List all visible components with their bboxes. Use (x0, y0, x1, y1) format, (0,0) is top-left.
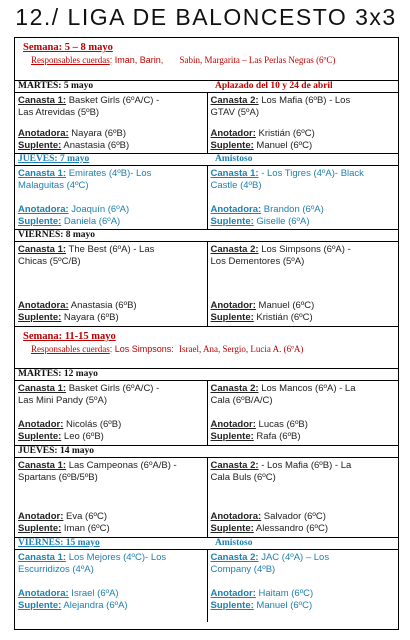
role-label: Suplente: (210, 140, 254, 151)
day-label: VIERNES: 15 mayo (18, 538, 100, 548)
role-label: Suplente: (210, 523, 254, 534)
day-note: Amistoso (215, 538, 253, 548)
game-cell (15, 550, 207, 622)
day-note: Amistoso (215, 154, 253, 164)
role-label: Suplente: (18, 431, 62, 442)
canasta-label: Canasta 2: (210, 460, 259, 471)
person-name: Manuel (6ºC) (255, 300, 315, 311)
role-label: Suplente: (210, 216, 254, 227)
game-cell (15, 458, 207, 537)
game-cell (15, 381, 207, 445)
role-label: Anotadora: (18, 300, 69, 311)
game-cell (207, 458, 399, 537)
canasta-label: Canasta 1: (18, 383, 67, 394)
game-cell (15, 93, 207, 153)
game-cell (207, 550, 399, 622)
role-label: Suplente: (210, 312, 254, 323)
person-name: Lucas (6ºB) (255, 419, 308, 430)
teams-line: Spartans (6ºB/5ºB) (18, 471, 98, 483)
teams-line: Chicas (5ºC/B) (18, 255, 81, 267)
week-title: Semana: 11-15 mayo (23, 331, 116, 342)
week-responsables (31, 55, 335, 65)
teams-line: Los Mancos (6ºA) - La (258, 383, 356, 394)
teams-line: Las Mini Pandy (5ºA) (18, 394, 108, 406)
person-name: Manuel (6ºC) (253, 600, 313, 611)
responsables-label: Responsables cuerdas (31, 344, 110, 354)
canasta-label: Canasta 1: (18, 460, 67, 471)
canasta-label: Canasta 1: (18, 95, 67, 106)
game-cell (15, 166, 207, 229)
day-header (15, 445, 398, 458)
week-header (15, 326, 398, 368)
person-name: Anastasia (6ºB) (61, 140, 130, 151)
page-title: 12./ LIGA DE BALONCESTO 3x3 (15, 4, 397, 30)
person-name: Kristián (6ºC) (253, 312, 313, 323)
responsables-extra: Israel, Ana, Sergio, Lucia A. (6ºA) (179, 344, 304, 354)
person-name: Daniela (6ºA) (61, 216, 121, 227)
day-label: MARTES: 5 mayo (18, 81, 94, 91)
person-name: Alejandra (6ºA) (61, 600, 128, 611)
day-header (15, 153, 398, 166)
teams-line: Basket Girls (6ºA/C) - (66, 95, 160, 106)
role-label: Anotadora: (18, 204, 69, 215)
person-name: Nayara (6ºB) (68, 128, 126, 139)
week-header (15, 38, 398, 80)
person-name: Kristián (6ºC) (255, 128, 315, 139)
teams-line: Emirates (4ºB)- Los (66, 168, 152, 179)
role-label: Anotador: (18, 511, 64, 522)
day-note: Aplazado del 10 y 24 de abril (215, 81, 333, 91)
teams-line: Basket Girls (6ºA/C) - (66, 383, 160, 394)
role-label: Anotadora: (210, 511, 262, 522)
person-name: Iman (6ºC) (61, 523, 110, 534)
role-label: Anotador: (210, 128, 256, 139)
teams-line: Escurridizos (4ºA) (18, 563, 94, 575)
teams-line: Los Dementores (5ºA) (210, 255, 305, 267)
role-label: Suplente: (18, 216, 62, 227)
role-label: Anotadora: (18, 128, 69, 139)
person-name: Anastasia (6ºB) (68, 300, 137, 311)
person-name: Nicolás (6ºB) (63, 419, 122, 430)
teams-line: GTAV (5ºA) (210, 106, 260, 118)
teams-line: Castle (4ºB) (210, 179, 262, 191)
day-header (15, 368, 398, 381)
week-responsables (31, 344, 303, 354)
person-name: Giselle (6ºA) (253, 216, 310, 227)
game-cell (207, 242, 399, 326)
day-header (15, 537, 398, 550)
role-label: Anotador: (210, 588, 256, 599)
game-row (15, 381, 398, 445)
canasta-label: Canasta 2: (210, 244, 259, 255)
game-cell (15, 242, 207, 326)
responsables-extra: Sabin, Margarita – Las Perlas Negras (6ºC) (179, 55, 336, 65)
role-label: Suplente: (18, 523, 62, 534)
game-row (15, 458, 398, 537)
responsables-names: : Los Simpsons: (109, 344, 174, 354)
teams-line: Los Simpsons (6ºA) - (258, 244, 351, 255)
canasta-label: Canasta 1: (18, 244, 67, 255)
canasta-label: Canasta 2: (210, 383, 259, 394)
role-label: Anotadora: (210, 204, 262, 215)
week-title: Semana: 5 – 8 mayo (23, 42, 113, 53)
person-name: Haitam (6ºC) (255, 588, 314, 599)
role-label: Anotador: (18, 419, 64, 430)
person-name: Brandon (6ºA) (261, 204, 324, 215)
role-label: Anotador: (210, 419, 256, 430)
game-cell (207, 93, 399, 153)
teams-line: Las Campeonas (6ºA/B) - (66, 460, 177, 471)
canasta-label: Canasta 2: (210, 95, 259, 106)
role-label: Suplente: (210, 431, 254, 442)
role-label: Anotador: (210, 300, 256, 311)
teams-line: Cala Buls (6ºC) (210, 471, 276, 483)
teams-line: JAC (4ºA) – Los (258, 552, 330, 563)
teams-line: The Best (6ºA) - Las (66, 244, 155, 255)
person-name: Rafa (6ºB) (253, 431, 301, 442)
person-name: Joaquín (6ºA) (68, 204, 130, 215)
canasta-label: Canasta 1: (18, 168, 67, 179)
teams-line: Cala (6ºB/A/C) (210, 394, 273, 406)
person-name: Israel (6ºA) (68, 588, 119, 599)
canasta-label: Canasta 1: (18, 552, 67, 563)
game-row (15, 242, 398, 326)
schedule-table (14, 37, 399, 630)
game-cell (207, 381, 399, 445)
role-label: Suplente: (210, 600, 254, 611)
day-header (15, 80, 398, 93)
person-name: Salvador (6ºC) (261, 511, 326, 522)
person-name: Alessandro (6ºC) (253, 523, 329, 534)
teams-line: Company (4ºB) (210, 563, 276, 575)
day-label: JUEVES: 7 mayo (18, 154, 90, 164)
person-name: Nayara (6ºB) (61, 312, 119, 323)
role-label: Suplente: (18, 140, 62, 151)
day-label: VIERNES: 8 mayo (18, 230, 96, 240)
day-header (15, 229, 398, 242)
game-row (15, 93, 398, 153)
responsables-names: : Iman, Barin, (109, 55, 164, 65)
role-label: Suplente: (18, 600, 62, 611)
person-name: Manuel (6ºC) (253, 140, 313, 151)
teams-line: Los Mafia (6ºB) - Los (258, 95, 351, 106)
responsables-label: Responsables cuerdas (31, 55, 110, 65)
game-row (15, 166, 398, 229)
teams-line: Malaguitas (4ºC) (18, 179, 89, 191)
teams-line: Los Mejores (4ºC)- Los (66, 552, 167, 563)
canasta-label: Canasta 2: (210, 552, 259, 563)
role-label: Suplente: (18, 312, 62, 323)
day-label: MARTES: 12 mayo (18, 369, 98, 379)
game-row (15, 550, 398, 622)
role-label: Anotadora: (18, 588, 69, 599)
teams-line: - Los Mafia (6ºB) - La (258, 460, 352, 471)
person-name: Eva (6ºC) (63, 511, 107, 522)
day-label: JUEVES: 14 mayo (18, 446, 95, 456)
canasta-label: Canasta 1: (210, 168, 259, 179)
person-name: Leo (6ºB) (61, 431, 104, 442)
teams-line: Las Atrevidas (5ºB) (18, 106, 100, 118)
teams-line: - Los Tigres (4ºA)- Black (258, 168, 364, 179)
game-cell (207, 166, 399, 229)
